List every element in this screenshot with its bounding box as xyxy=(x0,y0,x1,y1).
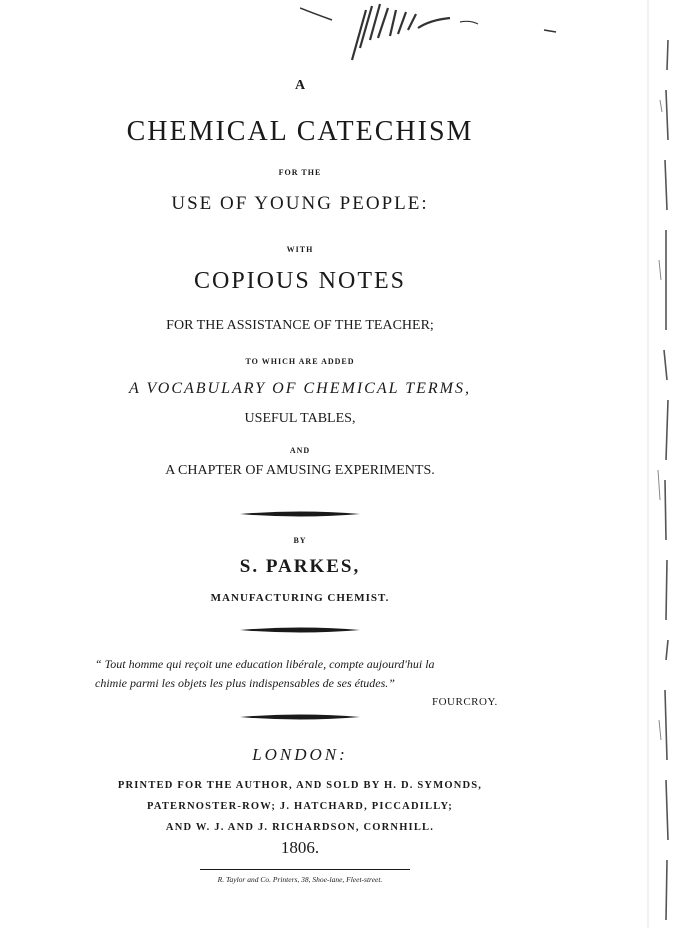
for-the-text: FOR THE xyxy=(278,168,322,177)
author-title: MANUFACTURING CHEMIST. xyxy=(210,592,390,604)
year: 1806. xyxy=(280,838,320,857)
main-title: CHEMICAL CATECHISM xyxy=(126,116,474,147)
quote-line-2: chimie parmi les objets les plus indispensables de ses études.” xyxy=(95,676,395,690)
and-text: AND xyxy=(289,446,311,455)
imprint-line-2: PATERNOSTER-ROW; J. HATCHARD, PICCADILLY; xyxy=(147,801,453,812)
author-name: S. PARKES, xyxy=(239,556,361,577)
title-article: A xyxy=(294,78,306,93)
tables-text: USEFUL TABLES, xyxy=(244,411,356,426)
copious-notes: COPIOUS NOTES xyxy=(193,268,407,294)
printer-rule xyxy=(200,869,410,870)
printer-note: R. Taylor and Co. Printers, 38, Shoe-lane, Fleet-street. xyxy=(217,875,383,884)
experiments-text: A CHAPTER OF AMUSING EXPERIMENTS. xyxy=(165,463,435,478)
quote-line-1: “ Tout homme qui reçoit une education libérale, compte aujourd'hui la xyxy=(95,657,435,671)
by-text: BY xyxy=(293,536,307,545)
added-text: TO WHICH ARE ADDED xyxy=(245,357,355,366)
imprint-line-3: AND W. J. AND J. RICHARDSON, CORNHILL. xyxy=(165,822,435,833)
quote-author: FOURCROY. xyxy=(432,696,498,708)
vocabulary-text: A VOCABULARY OF CHEMICAL TERMS, xyxy=(129,380,471,397)
imprint-line-1: PRINTED FOR THE AUTHOR, AND SOLD BY H. D. SYMONDS, xyxy=(117,780,483,791)
with-text: WITH xyxy=(286,245,314,254)
city: LONDON: xyxy=(252,745,348,764)
page-edge-shadow xyxy=(644,0,684,928)
assistance-text: FOR THE ASSISTANCE OF THE TEACHER; xyxy=(166,318,434,333)
ornamental-rule xyxy=(0,713,600,721)
ornamental-rule xyxy=(0,626,600,634)
ornamental-rule xyxy=(0,510,600,518)
subtitle: USE OF YOUNG PEOPLE: xyxy=(171,193,429,214)
handwritten-signature xyxy=(300,0,560,80)
